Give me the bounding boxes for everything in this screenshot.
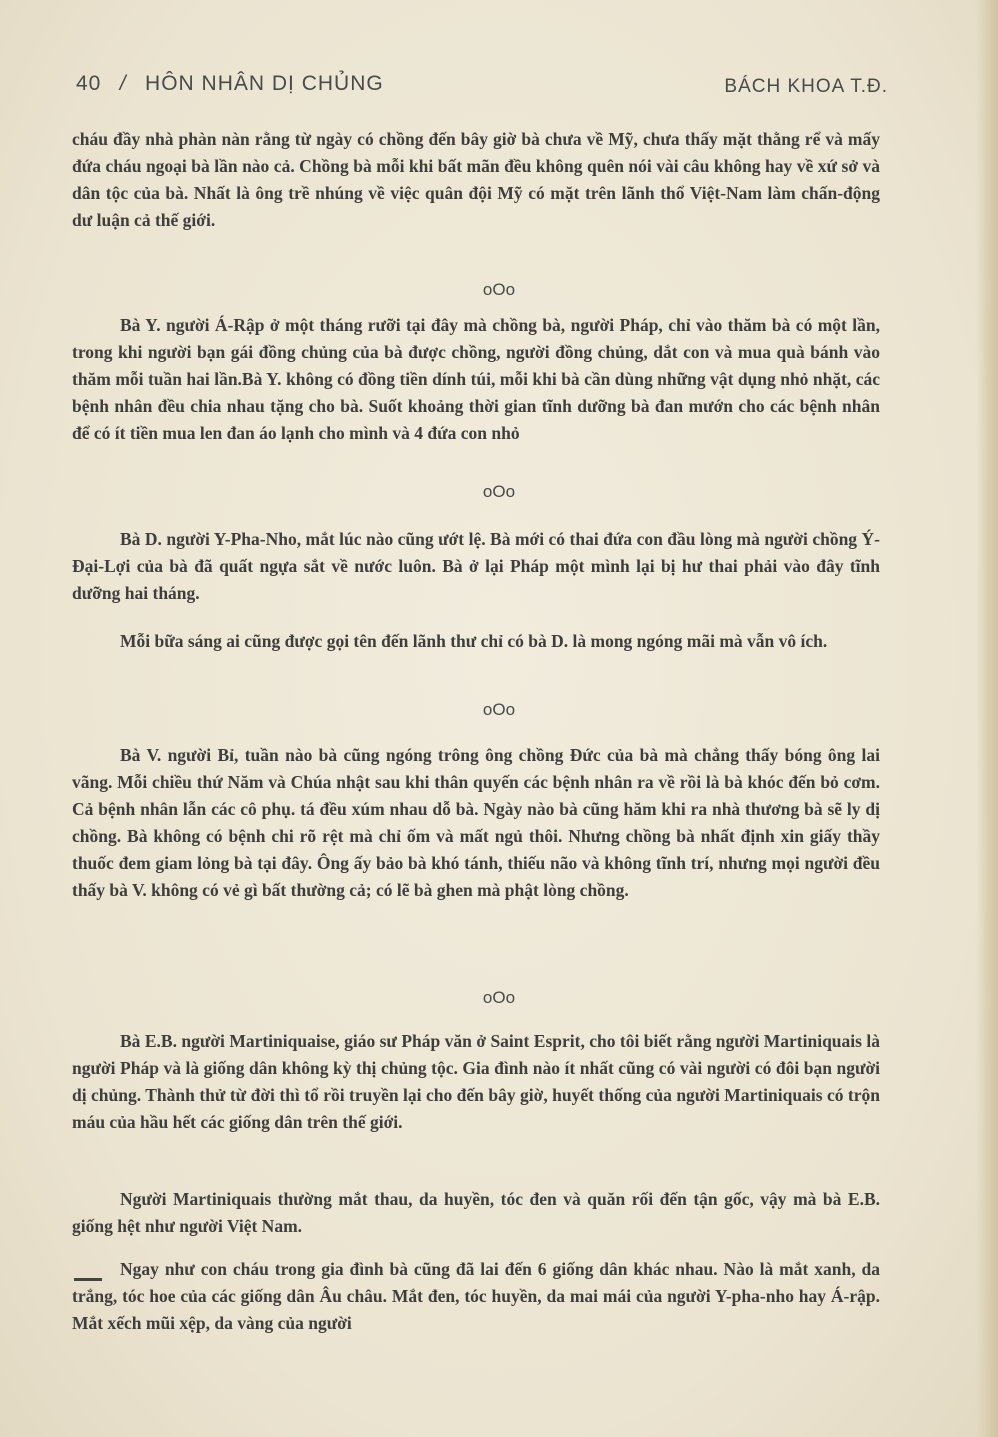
- paragraph-2: Bà Y. người Á-Rập ở một tháng rưỡi tại đây mà chồng bà, người Pháp, chỉ vào thăm bà có một lần, trong khi người bạn gái đồng chủng của bà được chồng, người đồng chủng, dắt con và mua quà bánh vào thăm mỗi tuần hai lần.Bà Y. không có đồng tiền dính túi, mỗi khi bà cần dùng những vật dụng nhỏ nhặt, các bệnh nhân đều chia nhau tặng cho bà. Suốt khoảng thời gian tĩnh dưỡng bà đan mướn cho các bệnh nhân để có ít tiền mua len đan áo lạnh cho mình và 4 đứa con nhỏ: [72, 315, 880, 443]
- paragraph-1: cháu đầy nhà phàn nàn rằng từ ngày có chồng đến bây giờ bà chưa về Mỹ, chưa thấy mặt thằng rể và mấy đứa cháu ngoại bà lần nào cả. Chồng bà mỗi khi bất mãn đều không quên nói vài câu không hay về xứ sở và dân tộc của bà. Nhất là ông trề nhúng về việc quân đội Mỹ có mặt trên lãnh thổ Việt-Nam làm chấn-động dư luận cả thế giới.: [72, 129, 880, 230]
- running-header: [76, 72, 888, 106]
- paragraph-3: Bà D. người Y-Pha-Nho, mắt lúc nào cũng ướt lệ. Bà mới có thai đứa con đầu lòng mà người chồng Ý-Đại-Lợi của bà đã quất ngựa sắt về nước luôn. Bà ở lại Pháp một mình lại bị hư thai phải vào đây tĩnh dưỡng hai tháng.: [72, 529, 880, 603]
- paragraph-5: Bà V. người Bỉ, tuần nào bà cũng ngóng trông ông chồng Đức của bà mà chẳng thấy bóng ông lai vãng. Mỗi chiều thứ Năm và Chúa nhật sau khi thân quyến các bệnh nhân ra về rồi là bà khóc đến bỏ cơm. Cả bệnh nhân lẫn các cô phụ. tá đều xúm nhau dỗ bà. Ngày nào bà cũng hăm khi ra nhà thương bà sẽ ly dị chồng. Bà không có bệnh chi rõ rệt mà chỉ ốm và mất ngủ thôi. Nhưng chồng bà nhất định xin giấy thầy thuốc đem giam lỏng bà tại đây. Ông ấy bảo bà khó tánh, thiếu não và không tĩnh trí, nhưng mọi người đều thấy bà V. không có vẻ gì bất thường cả; có lẽ bà ghen mà phật lòng chồng.: [72, 745, 880, 900]
- section-divider-3: oOo: [482, 700, 516, 719]
- header-separator: /: [119, 72, 127, 95]
- publication-name: BÁCH KHOA T.Đ.: [724, 76, 888, 97]
- paragraph-4: Mỗi bữa sáng ai cũng được gọi tên đến lãnh thư chỉ có bà D. là mong ngóng mãi mà vẫn vô ích.: [120, 631, 828, 651]
- section-divider-2: oOo: [482, 482, 516, 501]
- paragraph-7: Người Martiniquais thường mắt thau, da huyền, tóc đen và quăn rối đến tận gốc, vậy mà bà E.B. giống hệt như người Việt Nam.: [72, 1189, 880, 1236]
- paragraph-8: Ngay như con cháu trong gia đình bà cũng đã lai đến 6 giống dân khác nhau. Nào là mắt xanh, da trắng, tóc hoe của các giống dân Âu châu. Mắt đen, tóc huyền, da mai mái của người Y-pha-nho hay Á-rập. Mắt xếch mũi xệp, da vàng của người: [72, 1259, 880, 1333]
- section-title: HÔN NHÂN DỊ CHỦNG: [145, 72, 384, 95]
- section-divider-1: oOo: [482, 280, 516, 299]
- header-left: [76, 72, 384, 96]
- section-divider-4: oOo: [482, 988, 516, 1007]
- paragraph-6: Bà E.B. người Martiniquaise, giáo sư Pháp văn ở Saint Esprit, cho tôi biết rằng người Martiniquais là người Pháp và là giống dân không kỳ thị chủng tộc. Gia đình nào ít nhất cũng có vài người có đôi bạn người dị chủng. Thành thử từ đời thì tổ rồi truyền lại cho đến bây giờ, huyết thống của người Martiniquais có trộn máu của hầu hết các giống dân trên thế giới.: [72, 1031, 880, 1132]
- page-number: 40: [76, 72, 102, 95]
